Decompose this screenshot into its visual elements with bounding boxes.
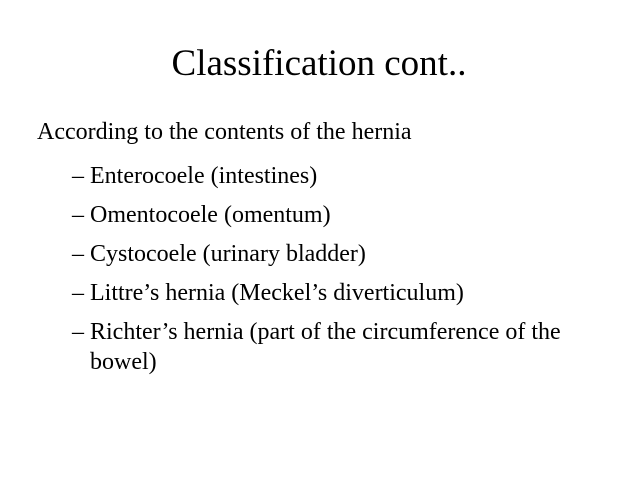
- dash-bullet: –: [72, 319, 84, 345]
- item-detail: (part of the circumference of the bowel): [90, 319, 561, 375]
- list-item: [72, 239, 612, 269]
- dash-bullet: –: [72, 202, 84, 228]
- slide-title: Classification cont..: [171, 43, 467, 84]
- dash-bullet: –: [72, 280, 84, 306]
- item-detail: (omentum): [223, 202, 331, 228]
- item-detail: (Meckel’s diverticulum): [231, 280, 464, 306]
- list-item: [72, 200, 612, 230]
- list-item: [72, 278, 612, 308]
- hernia-contents-list: [72, 161, 612, 386]
- list-item: [72, 317, 612, 377]
- item-name: Omentocoele: [90, 202, 218, 228]
- item-name: Richter’s hernia: [90, 319, 244, 345]
- item-name: Enterocoele: [90, 163, 205, 189]
- item-name: Littre’s hernia: [90, 280, 226, 306]
- item-detail: (urinary bladder): [202, 241, 366, 267]
- item-name: Cystocoele: [90, 241, 197, 267]
- dash-bullet: –: [72, 163, 84, 189]
- dash-bullet: –: [72, 241, 84, 267]
- list-item: [72, 161, 612, 191]
- item-detail: (intestines): [210, 163, 318, 189]
- lead-text: According to the contents of the hernia: [37, 119, 412, 145]
